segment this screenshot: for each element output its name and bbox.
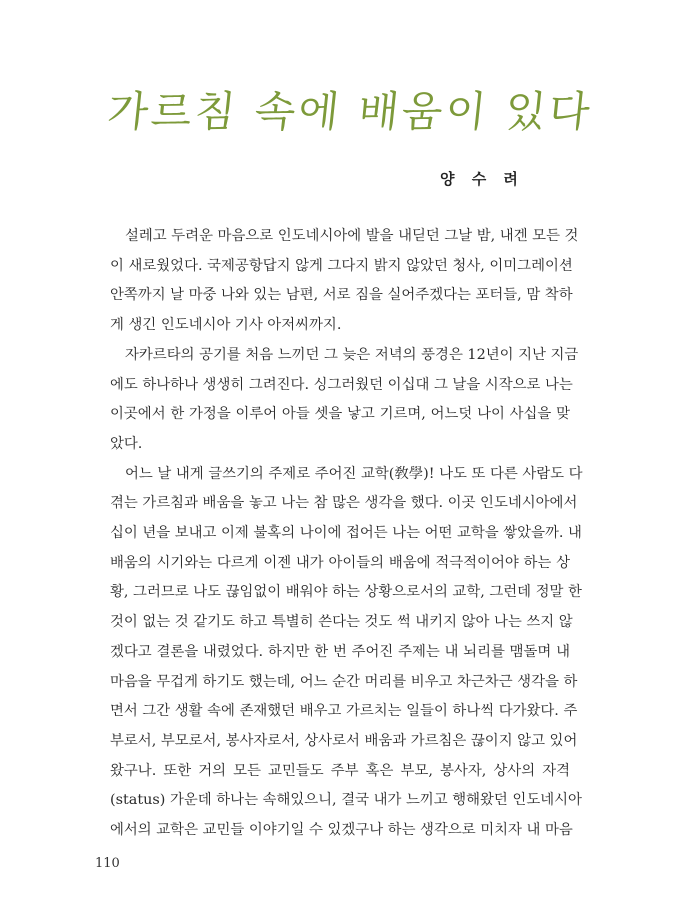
text-line: 이곳에서 한 가정을 이루어 아들 셋을 낳고 기르며, 어느덧 나이 사십을 맞 (110, 406, 570, 423)
text-line: 왔구나. 또한 거의 모든 교민들도 주부 혹은 부모, 봉사자, 상사의 자격 (110, 762, 570, 779)
text-line: 겪는 가르침과 배움을 놓고 나는 참 많은 생각을 했다. 이곳 인도네시아에서 (110, 495, 578, 512)
text-line: 황, 그러므로 나도 끊임없이 배워야 하는 상황으로서의 교학, 그런데 정말 한 (110, 584, 582, 601)
page-number: 110 (95, 856, 120, 871)
author-name: 양 수 려 (440, 170, 524, 188)
text-line: 것이 없는 것 같기도 하고 특별히 쓴다는 것도 썩 내키지 않아 나는 쓰지 않 (110, 614, 573, 631)
body-text (95, 222, 583, 846)
text-line: 어느 날 내게 글쓰기의 주제로 주어진 교학(敎學)! 나도 또 다른 사람도 다 (125, 465, 583, 482)
paragraph-1 (95, 222, 579, 341)
page-title: 가르침 속에 배움이 있다 (105, 87, 596, 136)
text-line: 면서 그간 생활 속에 존재했던 배우고 가르치는 일들이 하나씩 다가왔다. 주 (110, 703, 578, 720)
paragraph-3 (95, 460, 583, 846)
text-line: 에도 하나하나 생생히 그려진다. 싱그러웠던 이십대 그 날을 시작으로 나는 (110, 376, 573, 393)
text-line: 배움의 시기와는 다르게 이젠 내가 아이들의 배움에 적극적이어야 하는 상 (110, 554, 570, 571)
text-line: 자카르타의 공기를 처음 느끼던 그 늦은 저녁의 풍경은 12년이 지난 지금 (125, 346, 579, 363)
text-line: 안쪽까지 날 마중 나와 있는 남편, 서로 짐을 실어주겠다는 포터들, 맘 착하 (110, 287, 573, 304)
paragraph-2 (95, 341, 579, 460)
text-line: 마음을 무겁게 하기도 했는데, 어느 순간 머리를 비우고 차근차근 생각을 하 (110, 673, 578, 690)
text-line: 십이 년을 보내고 이제 불혹의 나이에 접어든 나는 어떤 교학을 쌓았을까. 내 (110, 525, 582, 542)
text-line: 이 새로웠었다. 국제공항답지 않게 그다지 밝지 않았던 청사, 이미그레이션 (110, 257, 573, 274)
text-line: 았다. (110, 435, 143, 452)
text-line: (status) 가운데 하나는 속해있으니, 결국 내가 느끼고 행해왔던 인도네시아 (110, 792, 582, 809)
text-line: 부로서, 부모로서, 봉사자로서, 상사로서 배움과 가르침은 끊이지 않고 있어 (110, 732, 578, 749)
text-line: 겠다고 결론을 내렸었다. 하지만 한 번 주어진 주제는 내 뇌리를 맴돌며 내 (110, 643, 570, 660)
text-line: 에서의 교학은 교민들 이야기일 수 있겠구나 하는 생각으로 미치자 내 마음 (110, 822, 573, 839)
text-line: 설레고 두려운 마음으로 인도네시아에 발을 내딛던 그날 밤, 내겐 모든 것 (125, 228, 579, 244)
text-line: 게 생긴 인도네시아 기사 아저씨까지. (110, 317, 342, 334)
